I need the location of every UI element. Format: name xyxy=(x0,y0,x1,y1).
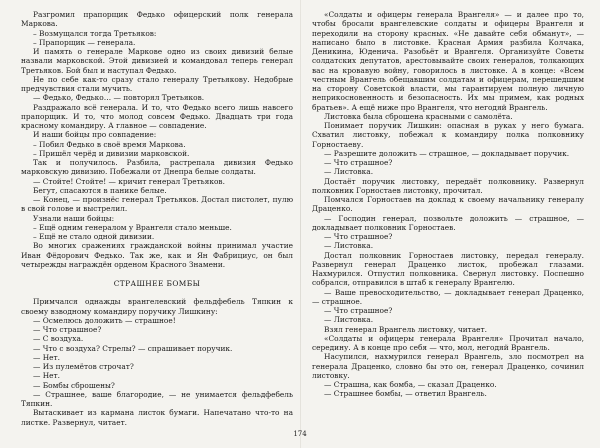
paragraph: — Что с воздуха? Стрелы? — спрашивает поручик. xyxy=(33,343,233,353)
left-page-column xyxy=(21,10,293,427)
paragraph: Достал полковник Горностаев листовку, передал генералу. Развернул генерал Драценко листок, пробежал глазами. Нахмурился. Отпустил полковника. Свернул листовку. Поспешно собрался, отправился в штаб к генералу Врангелю. xyxy=(312,250,584,288)
paragraph: Помчался Горностаев на доклад к своему начальнику генералу Драценко. xyxy=(312,195,584,214)
right-text xyxy=(312,10,584,399)
paragraph: — Что страшное? xyxy=(324,158,393,167)
paragraph: — Листовка. xyxy=(324,167,374,177)
paragraph: Достаёт поручик листовку, передаёт полковнику. Развернул полковник Горностаев листовку, прочитал. xyxy=(312,176,584,195)
paragraph: Листовка была сброшена красными с самолёта. xyxy=(324,111,513,121)
paragraph: Взял генерал Врангель листовку, читает. xyxy=(324,324,487,334)
section-text xyxy=(21,297,293,427)
paragraph: — Нет. xyxy=(33,371,60,381)
paragraph: – Побил Федько в своё время Маркова. xyxy=(33,139,186,149)
paragraph: — Бомбы сброшены? xyxy=(33,380,115,390)
paragraph: Насупился, нахмурился генерал Врангель, зло посмотрел на генерала Драценко, словно бы это он, генерал Драценко, сочинил листовку. xyxy=(312,352,584,380)
paragraph: Вытаскивает из кармана листок бумаги. Напечатано что-то на листке. Развернул, читает. xyxy=(21,408,293,427)
paragraph: И наши бойцы про совпадение: xyxy=(33,130,157,140)
paragraph: – Пришёл черёд и дивизии марковской. xyxy=(33,148,190,158)
paragraph: — Страшнее бомбы, — ответил Врангель. xyxy=(324,389,487,399)
paragraph: — Конец, — произнёс генерал Третьяков. Достал пистолет, пулю в свой голове и выстрелил. xyxy=(21,195,293,214)
paragraph: — Листовка. xyxy=(324,315,374,325)
paragraph: Понимает поручик Лишкин: опасная в руках у него бумага. Схватил листовку, побежал к командиру полка полковнику Горностаеву. xyxy=(312,121,584,149)
paragraph: – Прапорщик — генерала. xyxy=(33,37,136,47)
left-top-text xyxy=(21,10,293,269)
page-number: 174 xyxy=(293,430,307,438)
paragraph: — Что страшное? xyxy=(324,232,393,241)
paragraph: «Солдаты и офицеры генерала Врангеля» Прочитал начало, середину. А в конце про себя — что, мол, негодяй Врангель. xyxy=(312,333,584,352)
paragraph: Во многих сражениях гражданской войны принимал участие Иван Фёдорович Федько. Так же, как и Ян Фабрициус, он был четырежды награждён орденом Красного Знамени. xyxy=(21,241,293,269)
page-gutter xyxy=(300,0,301,448)
paragraph: — Страшнее, ваше благородие, — не унимается фельдфебель Тяпкин. xyxy=(21,389,293,408)
paragraph: — Что страшное? xyxy=(33,325,102,334)
paragraph: — Осмелюсь доложить — страшное! xyxy=(33,315,176,325)
paragraph: — Господин генерал, позвольте доложить — страшное, — докладывает полковник Горностаев. xyxy=(312,213,584,232)
paragraph: Раздражало всё генерала. И то, что Федько всего лишь навсего прапорщик. И то, что молод совсем Федько. Двадцать три года красному командиру. А главное — совпадение. xyxy=(21,102,293,130)
paragraph: — Ваше превосходительство, — докладывает генерал Драценко, — страшное. xyxy=(312,287,584,306)
right-page-column xyxy=(312,10,584,399)
paragraph: – Возмущался тогда Третьяков: xyxy=(33,28,157,38)
paragraph: — Страшна, как бомба, — сказал Драценко. xyxy=(324,380,497,389)
paragraph: Так и получилось. Разбила, растрепала дивизия Федько марковскую дивизию. Побежали от Днепра белые солдаты. xyxy=(21,158,293,177)
paragraph: — Что страшное? xyxy=(324,306,393,315)
paragraph: – Ещё не стало одной дивизии. xyxy=(33,232,155,241)
paragraph: — Разрешите доложить — страшное, — докладывает поручик. xyxy=(324,148,570,158)
paragraph: – Ещё одним генералом у Врангеля стало меньше. xyxy=(33,222,232,232)
paragraph: — Из пулемётов строчат? xyxy=(33,362,134,371)
paragraph: «Солдаты и офицеры генерала Врангеля» — и далее про то, чтобы бросали врангелевские солдаты и офицеры Врангеля и переходили на сторону красных. «Не давайте себя обманут», — написано было в листовке. Красная Армия разбила Колчака, Деникина, Юденича. Разобьёт и Врангеля. Организуйте Советы солдатских депутатов, арестовывайте своих генералов, толкающих вас на кровавую войну, говорилось в листовке. А в конце: «Всем честным Врангель обещавшим солдатам и офицерам, перешедшим на сторону Советской власти, мы гарантируем полную личную неприкосновенность и безопасность. Их мы примем, как родных братьев». А ещё ниже про Врангеля, что негодяй Врангель. xyxy=(312,10,584,112)
paragraph: Узнали наши бойцы: xyxy=(33,213,115,223)
section-heading: СТРАШНЕЕ БОМБЫ xyxy=(113,279,201,288)
paragraph: — Листовка. xyxy=(324,241,374,251)
paragraph: Бегут, спасаются в панике белые. xyxy=(33,185,167,195)
paragraph: Примчался однажды врангелевский фельдфебель Тяпкин к своему взводному командиру поручику Лишкину: xyxy=(21,297,293,316)
paragraph: И память о генерале Маркове одно из своих дивизий белые назвали марковской. Этой дивизией и командовал теперь генерал Третьяков. Бой был и наступал Федько. xyxy=(21,47,293,75)
paragraph: — Стойте! Стойте! — кричит генерал Третьяков. xyxy=(33,176,225,186)
paragraph: — Нет. xyxy=(33,352,60,362)
paragraph: — С воздуха. xyxy=(33,334,84,344)
paragraph: Разгромил прапорщик Федько офицерский полк генерала Маркова. xyxy=(21,10,293,29)
paragraph: — Федько, Федько… — повторял Третьяков. xyxy=(33,93,205,103)
paragraph: Не по себе как-то сразу стало генералу Третьякову. Недобрые предчувствия стали мучить. xyxy=(21,74,293,93)
